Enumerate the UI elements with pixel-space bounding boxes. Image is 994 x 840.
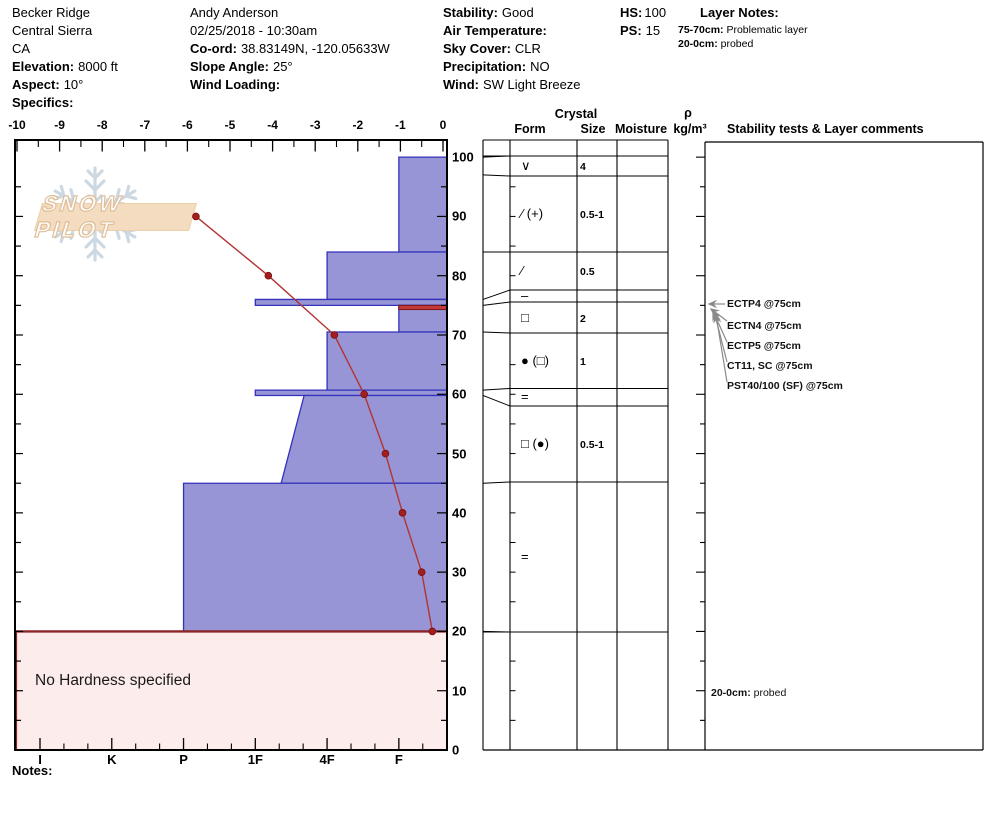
no-hardness-note: No Hardness specified [35, 672, 191, 689]
crystal-form-cell: = [521, 389, 529, 405]
wind-loading-label: Wind Loading: [190, 77, 281, 92]
stability-label: Stability: [443, 5, 498, 20]
temperature-point [429, 628, 436, 635]
hardness-layer-bar [327, 332, 447, 390]
precip-value: NO [530, 59, 550, 74]
temperature-point [382, 450, 389, 457]
aspect-label: Aspect: [12, 77, 60, 92]
probed-note: 20-0cm: probed [711, 687, 787, 699]
temperature-point [331, 332, 338, 339]
precip-label: Precipitation: [443, 59, 527, 74]
hardness-axis-label: I [38, 752, 42, 767]
hardness-layer-bar [255, 390, 447, 395]
temperature-point [193, 213, 200, 220]
hs-value: 100 [644, 5, 667, 20]
layer-connector-line [483, 302, 510, 305]
moisture-header: Moisture [614, 122, 668, 136]
hs-label: HS: [620, 5, 643, 20]
stability-test-label: ECTP5 @75cm [727, 339, 801, 352]
crystal-form-cell: □ [521, 309, 529, 325]
size-header: Size [580, 122, 606, 136]
slope-label: Slope Angle: [190, 59, 269, 74]
crystal-form-cell: – [521, 288, 529, 303]
depth-axis-label: 20 [452, 623, 467, 639]
density-symbol-header: ρ [684, 106, 692, 120]
slope-value: 25° [272, 59, 293, 74]
crystal-form-cell: □ (●) [521, 436, 549, 451]
depth-axis-label: 30 [452, 564, 467, 580]
layer-note-2-label: 20-0cm: [678, 38, 718, 50]
hardness-axis-label: 1F [247, 752, 263, 767]
hardness-axis-label: K [107, 752, 117, 767]
crystal-form-cell: ∕ [521, 263, 524, 278]
crystal-size-cell: 0.5-1 [580, 439, 604, 451]
layer-connector-line [483, 175, 510, 176]
crystal-size-cell: 2 [580, 312, 586, 325]
crystal-header: Crystal [554, 107, 598, 121]
layer-connector-line [483, 389, 510, 391]
hardness-layer-bar [281, 395, 447, 483]
layer-connector-line [483, 395, 510, 406]
stability-test-label: ECTN4 @75cm [727, 319, 802, 332]
site-name: Becker Ridge [12, 5, 91, 20]
depth-axis-label: 50 [452, 446, 467, 462]
crystal-form-cell: ∨ [521, 158, 531, 173]
layer-note-1-text: Problematic layer [726, 24, 808, 36]
specifics-label: Specifics: [12, 95, 74, 110]
temp-axis-label: -10 [8, 118, 26, 132]
crystal-form-cell: ● (□) [521, 352, 549, 368]
stability-test-arrow [716, 315, 727, 382]
temp-axis-label: -7 [139, 118, 151, 132]
coord-label: Co-ord: [190, 41, 237, 56]
crystal-form-cell: = [521, 549, 529, 564]
stability-test-label: PST40/100 (SF) @75cm [727, 379, 843, 392]
no-hardness-region [16, 631, 446, 750]
hardness-layer-bar [399, 157, 447, 252]
crystal-size-cell: 0.5-1 [580, 209, 604, 221]
temperature-point [361, 391, 368, 398]
temperature-point [418, 569, 425, 576]
hardness-axis-label: 4F [319, 752, 335, 767]
temp-axis-label: -1 [395, 118, 406, 132]
layer-note-2-text: probed [720, 38, 754, 50]
elevation-value: 8000 ft [78, 59, 118, 74]
crystal-form-cell: ∕ (+) [521, 206, 544, 221]
hardness-axis-label: P [179, 752, 188, 767]
stability-test-label: CT11, SC @75cm [727, 359, 813, 372]
depth-axis-label: 80 [452, 268, 467, 284]
aspect-value: 10° [63, 77, 84, 92]
depth-axis-label: 0 [452, 742, 460, 758]
temp-axis-label: -3 [309, 118, 321, 132]
crystal-size-cell: 1 [580, 355, 586, 368]
temp-axis-label: 0 [439, 118, 447, 132]
layer-notes-title: Layer Notes: [700, 5, 779, 20]
observer-name: Andy Anderson [190, 5, 279, 20]
temp-axis-label: -8 [96, 118, 108, 132]
air-temp-label: Air Temperature: [443, 23, 547, 38]
ps-label: PS: [620, 23, 642, 38]
sky-cover-value: CLR [514, 41, 541, 56]
depth-axis-label: 70 [452, 327, 467, 343]
coord-value: 38.83149N, -120.05633W [240, 41, 390, 56]
temperature-point [399, 509, 406, 516]
depth-axis-label: 100 [452, 149, 474, 165]
wind-value: SW Light Breeze [482, 77, 581, 92]
stability-test-label: ECTP4 @75cm [727, 298, 801, 310]
density-units-header: kg/m³ [673, 122, 707, 136]
wind-label: Wind: [443, 77, 479, 92]
depth-axis-label: 90 [452, 208, 467, 224]
temp-axis-label: -5 [224, 118, 236, 132]
temp-axis-label: -9 [54, 118, 65, 132]
crystal-size-cell: 4 [580, 161, 586, 173]
temp-axis-label: -4 [267, 118, 278, 132]
crystal-size-cell: 0.5 [580, 266, 595, 278]
observation-datetime: 02/25/2018 - 10:30am [190, 23, 318, 38]
stability-value: Good [501, 5, 534, 20]
sky-cover-label: Sky Cover: [443, 41, 511, 56]
region: Central Sierra [12, 23, 93, 38]
temperature-point [265, 272, 272, 279]
form-header: Form [514, 122, 546, 136]
hardness-axis-label: F [394, 752, 403, 767]
ps-value: 15 [645, 23, 661, 38]
hardness-layer-bar [255, 299, 447, 305]
layer-note-1-label: 75-70cm: [678, 24, 724, 36]
stability-column-header: Stability tests & Layer comments [727, 122, 924, 136]
layer-connector-line [483, 290, 510, 299]
layer-connector-line [483, 631, 510, 632]
notes-label: Notes: [12, 763, 53, 778]
problematic-layer-band [399, 305, 447, 309]
layer-connector-line [483, 332, 510, 333]
layer-table-grid [483, 140, 983, 750]
depth-axis-label: 10 [452, 683, 467, 699]
hardness-layer-bar [327, 252, 447, 299]
stability-test-arrow [711, 309, 727, 321]
depth-axis-label: 60 [452, 386, 467, 402]
stability-test-arrows [709, 304, 727, 382]
hardness-layer-bar [184, 483, 447, 631]
depth-axis-label: 40 [452, 505, 467, 521]
watermark-text: SNOW PILOT [31, 191, 127, 242]
layer-connector-line [483, 482, 510, 483]
temp-axis-label: -6 [182, 118, 193, 132]
state: CA [12, 41, 31, 56]
temp-axis-label: -2 [352, 118, 364, 132]
elevation-label: Elevation: [12, 59, 75, 74]
